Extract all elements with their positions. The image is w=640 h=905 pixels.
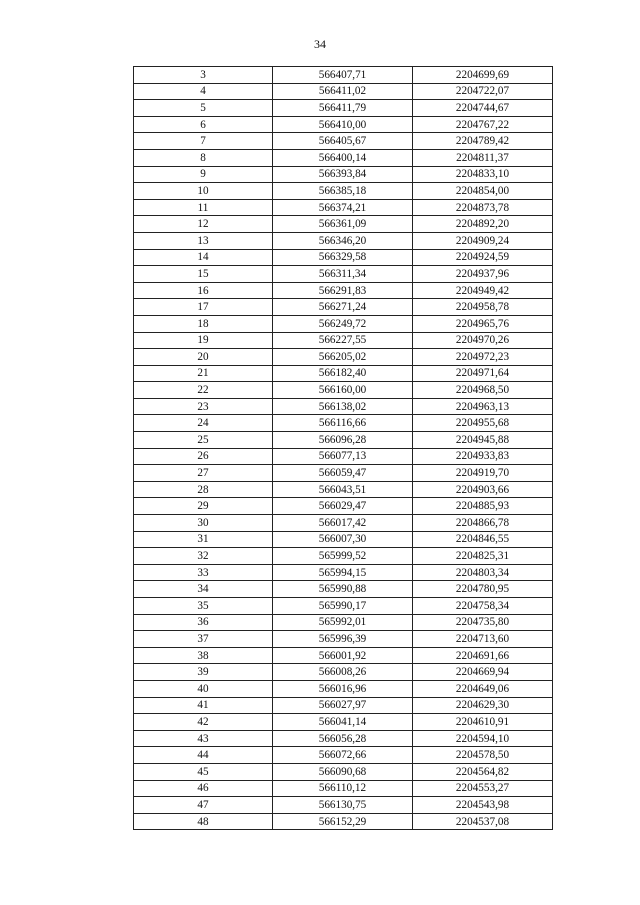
y-coordinate-cell: 2204846,55 <box>413 531 553 548</box>
table-row <box>134 216 553 233</box>
y-coordinate-cell: 2204825,31 <box>413 548 553 565</box>
x-coordinate-cell: 566249,72 <box>273 315 413 332</box>
y-coordinate-cell: 2204537,08 <box>413 813 553 830</box>
y-coordinate-cell: 2204758,34 <box>413 598 553 615</box>
y-coordinate-cell: 2204649,06 <box>413 680 553 697</box>
y-coordinate-cell: 2204873,78 <box>413 199 553 216</box>
y-coordinate-cell: 2204699,69 <box>413 67 553 84</box>
y-coordinate-cell: 2204578,50 <box>413 747 553 764</box>
y-coordinate-cell: 2204767,22 <box>413 116 553 133</box>
point-number-cell: 45 <box>134 763 273 780</box>
table-row <box>134 498 553 515</box>
table-row <box>134 149 553 166</box>
table-row <box>134 166 553 183</box>
page-number: 34 <box>314 37 326 51</box>
table-row <box>134 664 553 681</box>
x-coordinate-cell: 566411,79 <box>273 100 413 117</box>
x-coordinate-cell: 566393,84 <box>273 166 413 183</box>
y-coordinate-cell: 2204854,00 <box>413 183 553 200</box>
table-row <box>134 116 553 133</box>
x-coordinate-cell: 566056,28 <box>273 730 413 747</box>
table-row <box>134 747 553 764</box>
y-coordinate-cell: 2204949,42 <box>413 282 553 299</box>
x-coordinate-cell: 566072,66 <box>273 747 413 764</box>
table-row <box>134 714 553 731</box>
y-coordinate-cell: 2204553,27 <box>413 780 553 797</box>
x-coordinate-cell: 566138,02 <box>273 398 413 415</box>
table-row <box>134 432 553 449</box>
x-coordinate-cell: 565994,15 <box>273 564 413 581</box>
y-coordinate-cell: 2204892,20 <box>413 216 553 233</box>
y-coordinate-cell: 2204945,88 <box>413 432 553 449</box>
point-number-cell: 11 <box>134 199 273 216</box>
x-coordinate-cell: 565999,52 <box>273 548 413 565</box>
y-coordinate-cell: 2204971,64 <box>413 365 553 382</box>
point-number-cell: 20 <box>134 349 273 366</box>
table-row <box>134 680 553 697</box>
table-row <box>134 266 553 283</box>
y-coordinate-cell: 2204866,78 <box>413 515 553 532</box>
point-number-cell: 37 <box>134 631 273 648</box>
point-number-cell: 13 <box>134 232 273 249</box>
point-number-cell: 15 <box>134 266 273 283</box>
table-row <box>134 448 553 465</box>
table-row <box>134 614 553 631</box>
y-coordinate-cell: 2204968,50 <box>413 382 553 399</box>
table-row <box>134 282 553 299</box>
point-number-cell: 36 <box>134 614 273 631</box>
point-number-cell: 25 <box>134 432 273 449</box>
point-number-cell: 47 <box>134 797 273 814</box>
table-row <box>134 249 553 266</box>
y-coordinate-cell: 2204903,66 <box>413 481 553 498</box>
x-coordinate-cell: 566090,68 <box>273 763 413 780</box>
y-coordinate-cell: 2204691,66 <box>413 647 553 664</box>
table-row <box>134 481 553 498</box>
x-coordinate-cell: 566008,26 <box>273 664 413 681</box>
table-row <box>134 730 553 747</box>
x-coordinate-cell: 566400,14 <box>273 149 413 166</box>
y-coordinate-cell: 2204885,93 <box>413 498 553 515</box>
y-coordinate-cell: 2204909,24 <box>413 232 553 249</box>
x-coordinate-cell: 566227,55 <box>273 332 413 349</box>
table-row <box>134 515 553 532</box>
point-number-cell: 41 <box>134 697 273 714</box>
x-coordinate-cell: 566361,09 <box>273 216 413 233</box>
table-row <box>134 332 553 349</box>
table-row <box>134 465 553 482</box>
x-coordinate-cell: 566041,14 <box>273 714 413 731</box>
point-number-cell: 3 <box>134 67 273 84</box>
point-number-cell: 5 <box>134 100 273 117</box>
y-coordinate-cell: 2204780,95 <box>413 581 553 598</box>
table-row <box>134 598 553 615</box>
x-coordinate-cell: 566043,51 <box>273 481 413 498</box>
point-number-cell: 30 <box>134 515 273 532</box>
point-number-cell: 19 <box>134 332 273 349</box>
table-row <box>134 133 553 150</box>
x-coordinate-cell: 566077,13 <box>273 448 413 465</box>
coordinates-table <box>133 66 553 830</box>
y-coordinate-cell: 2204803,34 <box>413 564 553 581</box>
table-row <box>134 299 553 316</box>
point-number-cell: 32 <box>134 548 273 565</box>
x-coordinate-cell: 566016,96 <box>273 680 413 697</box>
y-coordinate-cell: 2204833,10 <box>413 166 553 183</box>
table-row <box>134 315 553 332</box>
x-coordinate-cell: 566405,67 <box>273 133 413 150</box>
point-number-cell: 8 <box>134 149 273 166</box>
table-row <box>134 83 553 100</box>
point-number-cell: 9 <box>134 166 273 183</box>
y-coordinate-cell: 2204919,70 <box>413 465 553 482</box>
table-row <box>134 564 553 581</box>
table-row <box>134 763 553 780</box>
x-coordinate-cell: 566027,97 <box>273 697 413 714</box>
x-coordinate-cell: 565996,39 <box>273 631 413 648</box>
y-coordinate-cell: 2204564,82 <box>413 763 553 780</box>
point-number-cell: 48 <box>134 813 273 830</box>
y-coordinate-cell: 2204713,60 <box>413 631 553 648</box>
y-coordinate-cell: 2204963,13 <box>413 398 553 415</box>
point-number-cell: 23 <box>134 398 273 415</box>
coordinates-table-body <box>134 67 553 830</box>
point-number-cell: 16 <box>134 282 273 299</box>
point-number-cell: 43 <box>134 730 273 747</box>
table-row <box>134 199 553 216</box>
point-number-cell: 42 <box>134 714 273 731</box>
x-coordinate-cell: 566182,40 <box>273 365 413 382</box>
table-row <box>134 531 553 548</box>
x-coordinate-cell: 566407,71 <box>273 67 413 84</box>
x-coordinate-cell: 565990,88 <box>273 581 413 598</box>
x-coordinate-cell: 566029,47 <box>273 498 413 515</box>
table-row <box>134 797 553 814</box>
point-number-cell: 40 <box>134 680 273 697</box>
table-row <box>134 415 553 432</box>
y-coordinate-cell: 2204972,23 <box>413 349 553 366</box>
y-coordinate-cell: 2204955,68 <box>413 415 553 432</box>
x-coordinate-cell: 566374,21 <box>273 199 413 216</box>
point-number-cell: 4 <box>134 83 273 100</box>
point-number-cell: 29 <box>134 498 273 515</box>
table-row <box>134 548 553 565</box>
x-coordinate-cell: 566110,12 <box>273 780 413 797</box>
y-coordinate-cell: 2204610,91 <box>413 714 553 731</box>
x-coordinate-cell: 565990,17 <box>273 598 413 615</box>
point-number-cell: 33 <box>134 564 273 581</box>
y-coordinate-cell: 2204965,76 <box>413 315 553 332</box>
y-coordinate-cell: 2204722,07 <box>413 83 553 100</box>
y-coordinate-cell: 2204629,30 <box>413 697 553 714</box>
point-number-cell: 6 <box>134 116 273 133</box>
point-number-cell: 46 <box>134 780 273 797</box>
point-number-cell: 28 <box>134 481 273 498</box>
table-row <box>134 697 553 714</box>
y-coordinate-cell: 2204958,78 <box>413 299 553 316</box>
x-coordinate-cell: 566329,58 <box>273 249 413 266</box>
point-number-cell: 14 <box>134 249 273 266</box>
x-coordinate-cell: 566116,66 <box>273 415 413 432</box>
x-coordinate-cell: 566311,34 <box>273 266 413 283</box>
x-coordinate-cell: 566096,28 <box>273 432 413 449</box>
point-number-cell: 21 <box>134 365 273 382</box>
point-number-cell: 24 <box>134 415 273 432</box>
x-coordinate-cell: 566007,30 <box>273 531 413 548</box>
table-row <box>134 813 553 830</box>
x-coordinate-cell: 566410,00 <box>273 116 413 133</box>
x-coordinate-cell: 566291,83 <box>273 282 413 299</box>
table-row <box>134 365 553 382</box>
point-number-cell: 31 <box>134 531 273 548</box>
table-row <box>134 349 553 366</box>
point-number-cell: 12 <box>134 216 273 233</box>
table-row <box>134 382 553 399</box>
y-coordinate-cell: 2204735,80 <box>413 614 553 631</box>
table-row <box>134 183 553 200</box>
table-row <box>134 398 553 415</box>
y-coordinate-cell: 2204744,67 <box>413 100 553 117</box>
point-number-cell: 17 <box>134 299 273 316</box>
y-coordinate-cell: 2204789,42 <box>413 133 553 150</box>
point-number-cell: 38 <box>134 647 273 664</box>
y-coordinate-cell: 2204933,83 <box>413 448 553 465</box>
point-number-cell: 34 <box>134 581 273 598</box>
table-row <box>134 780 553 797</box>
point-number-cell: 18 <box>134 315 273 332</box>
x-coordinate-cell: 566130,75 <box>273 797 413 814</box>
x-coordinate-cell: 566411,02 <box>273 83 413 100</box>
point-number-cell: 7 <box>134 133 273 150</box>
point-number-cell: 35 <box>134 598 273 615</box>
y-coordinate-cell: 2204811,37 <box>413 149 553 166</box>
table-row <box>134 647 553 664</box>
y-coordinate-cell: 2204924,59 <box>413 249 553 266</box>
point-number-cell: 26 <box>134 448 273 465</box>
y-coordinate-cell: 2204970,26 <box>413 332 553 349</box>
y-coordinate-cell: 2204937,96 <box>413 266 553 283</box>
point-number-cell: 22 <box>134 382 273 399</box>
table-row <box>134 100 553 117</box>
table-row <box>134 581 553 598</box>
table-row <box>134 67 553 84</box>
x-coordinate-cell: 566271,24 <box>273 299 413 316</box>
x-coordinate-cell: 566385,18 <box>273 183 413 200</box>
table-row <box>134 232 553 249</box>
x-coordinate-cell: 566001,92 <box>273 647 413 664</box>
x-coordinate-cell: 566160,00 <box>273 382 413 399</box>
point-number-cell: 44 <box>134 747 273 764</box>
point-number-cell: 10 <box>134 183 273 200</box>
x-coordinate-cell: 565992,01 <box>273 614 413 631</box>
x-coordinate-cell: 566346,20 <box>273 232 413 249</box>
x-coordinate-cell: 566205,02 <box>273 349 413 366</box>
x-coordinate-cell: 566017,42 <box>273 515 413 532</box>
y-coordinate-cell: 2204594,10 <box>413 730 553 747</box>
point-number-cell: 39 <box>134 664 273 681</box>
x-coordinate-cell: 566059,47 <box>273 465 413 482</box>
y-coordinate-cell: 2204669,94 <box>413 664 553 681</box>
point-number-cell: 27 <box>134 465 273 482</box>
table-row <box>134 631 553 648</box>
x-coordinate-cell: 566152,29 <box>273 813 413 830</box>
y-coordinate-cell: 2204543,98 <box>413 797 553 814</box>
